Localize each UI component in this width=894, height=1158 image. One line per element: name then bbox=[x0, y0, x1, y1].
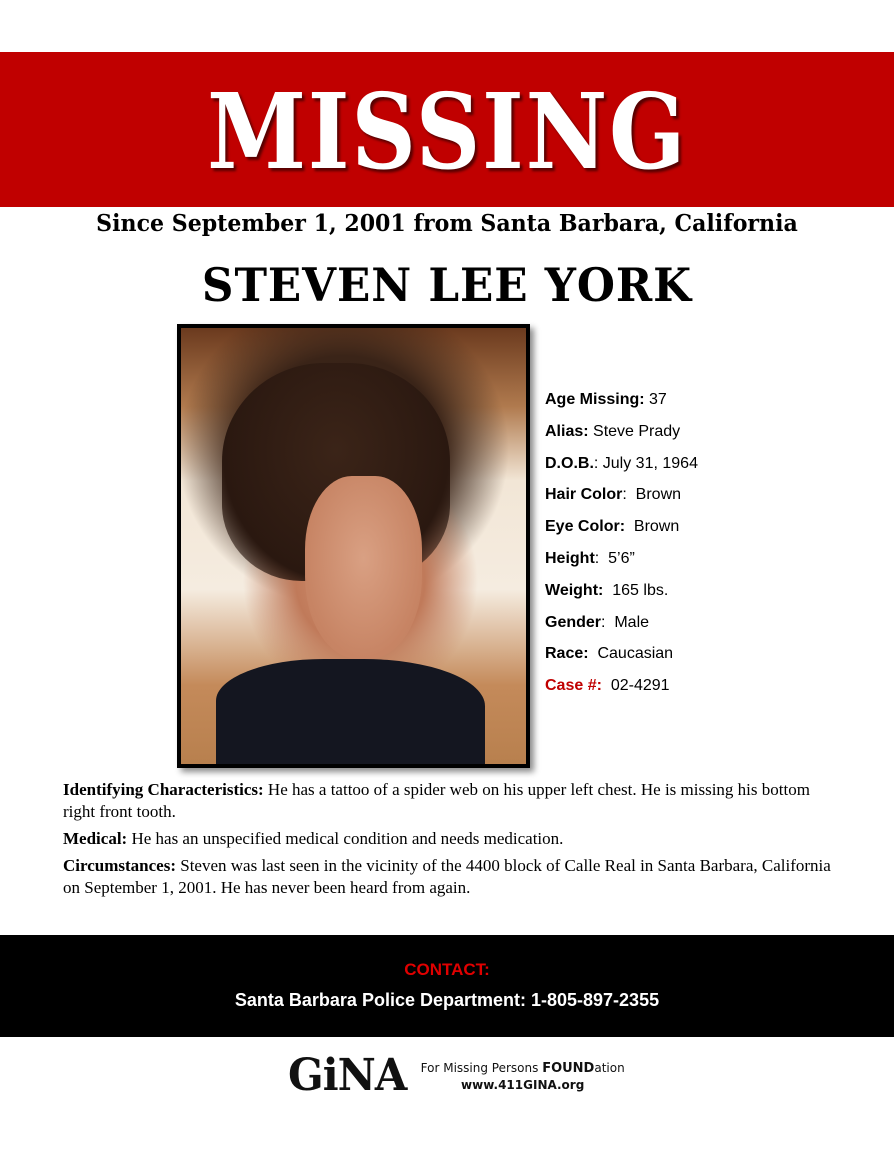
missing-since-subtitle: Since September 1, 2001 from Santa Barbara, California bbox=[96, 210, 798, 237]
contact-phone-line: Santa Barbara Police Department: 1-805-897-2355 bbox=[234, 990, 660, 1010]
identifying-characteristics: Identifying Characteristics: He has a tattoo of a spider web on his upper left chest. He is missing his bottom right front tooth. bbox=[63, 780, 810, 821]
detail-gender: Gender: Male bbox=[545, 613, 650, 631]
person-photo bbox=[177, 324, 530, 768]
detail-height: Height: 5’6” bbox=[545, 549, 635, 567]
footer-text bbox=[421, 1061, 625, 1092]
photo-shirt-shape bbox=[216, 659, 485, 764]
gina-logo: GiNA bbox=[288, 1050, 407, 1101]
footer-logo-block bbox=[288, 1052, 625, 1100]
detail-case-number: Case #: 02-4291 bbox=[545, 677, 670, 695]
details-list bbox=[545, 388, 698, 706]
person-name: STEVEN LEE YORK bbox=[201, 258, 693, 312]
detail-race: Race: Caucasian bbox=[545, 645, 674, 663]
detail-hair-color: Hair Color: Brown bbox=[545, 486, 682, 504]
detail-eye-color: Eye Color: Brown bbox=[545, 518, 680, 536]
photo-face-shape bbox=[305, 476, 422, 659]
missing-banner bbox=[0, 52, 894, 207]
footer-tagline: For Missing Persons FOUNDation bbox=[420, 1060, 625, 1076]
contact-label: CONTACT: bbox=[404, 960, 490, 979]
detail-alias: Alias: Steve Prady bbox=[545, 422, 681, 440]
circumstances: Circumstances: Steven was last seen in the vicinity of the 4400 block of Calle Real in Santa Barbara, California on September 1, 2001. He has never been heard from again. bbox=[63, 856, 831, 897]
medical-info: Medical: He has an unspecified medical condition and needs medication. bbox=[63, 829, 564, 848]
banner-title: MISSING bbox=[206, 69, 688, 193]
detail-age-missing: Age Missing: 37 bbox=[545, 391, 667, 408]
narrative-section bbox=[63, 779, 838, 904]
contact-bar bbox=[0, 935, 894, 1037]
footer-url-link[interactable]: www.411GINA.org bbox=[461, 1077, 585, 1092]
detail-weight: Weight: 165 lbs. bbox=[545, 581, 669, 599]
detail-dob: D.O.B.: July 31, 1964 bbox=[545, 454, 698, 472]
